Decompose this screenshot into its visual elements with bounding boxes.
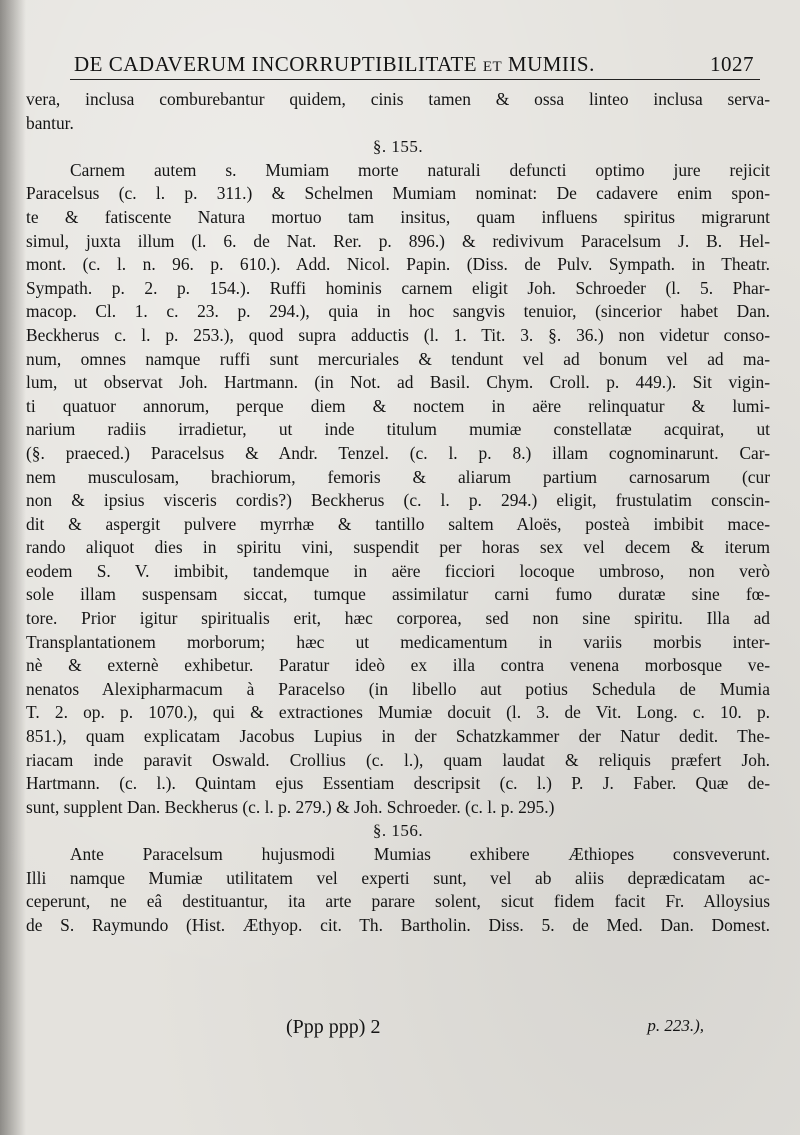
paragraph-156 <box>26 843 770 937</box>
text-line: Transplantationem morborum; hæc ut medicamentum in variis morbis inter- <box>26 631 770 652</box>
text-line: narium radiis irradietur, ut inde titulum mumiæ constellatæ acquirat, ut <box>26 419 770 440</box>
text-line: dit & aspergit pulvere myrrhæ & tantillo saltem Aloës, posteà imbibit mace- <box>26 513 770 534</box>
text-line: 851.), quam explicatam Jacobus Lupius in der Schatzkammer der Natur dedit. The- <box>26 726 770 747</box>
text-line: Paracelsus (c. l. p. 311.) & Schelmen Mumiam nominat: De cadavere enim spon- <box>26 183 770 204</box>
catchword: p. 223.), <box>647 1016 704 1035</box>
text-line: nem musculosam, brachiorum, femoris & aliarum partium carnosarum (cur <box>26 466 770 487</box>
text-line: macop. Cl. 1. c. 23. p. 294.), quia in hoc sangvis tenuior, (sincerior habet Dan. <box>26 301 770 322</box>
header-title: DE CADAVERUM INCORRUPTIBILITATE et MUMIIS. <box>74 52 595 76</box>
text-line: simul, juxta illum (l. 6. de Nat. Rer. p. 896.) & redivivum Paracelsum J. B. Hel- <box>26 230 770 251</box>
text-line: bantur. <box>26 112 74 133</box>
text-line: ti quatuor annorum, perque diem & noctem in aëre relinquatur & lumi- <box>26 395 770 416</box>
text-line: eodem S. V. imbibit, tandemque in aëre ficciori locoque umbroso, non verò <box>26 560 770 581</box>
text-line: Beckherus c. l. p. 253.), quod supra adductis (l. 1. Tit. 3. §. 36.) non videtur conso- <box>26 324 770 345</box>
text-line: de S. Raymundo (Hist. Æthyop. cit. Th. Bartholin. Diss. 5. de Med. Dan. Domest. <box>26 914 770 935</box>
running-header <box>74 52 754 77</box>
text-line: Carnem autem s. Mumiam morte naturali defuncti optimo jure rejicit <box>70 159 770 180</box>
text-line: riacam inde paravit Oswald. Crollius (c. l.), quam laudat & reliquis præfert Joh. <box>26 749 770 770</box>
page-number: 1027 <box>710 52 754 76</box>
text-line: Hartmann. (c. l.). Quintam ejus Essentiam descripsit (c. l.) P. J. Faber. Quæ de- <box>26 773 770 794</box>
text-line: mont. (c. l. n. 96. p. 610.). Add. Nicol. Papin. (Diss. de Pulv. Sympath. in Theatr. <box>26 254 770 275</box>
page-body <box>26 88 770 937</box>
text-line: Ante Paracelsum hujusmodi Mumias exhibere Æthiopes consveverunt. <box>70 844 770 864</box>
text-line: nenatos Alexipharmacum à Paracelso (in libello aut potius Schedula de Mumia <box>26 678 770 699</box>
text-line: Sympath. p. 2. p. 154.). Ruffi hominis carnem eligit Joh. Schroeder (l. 5. Phar- <box>26 277 770 298</box>
text-line: tore. Prior igitur spiritualis erit, hæc corporea, sed non sine spiritu. Illa ad <box>26 608 770 629</box>
text-line: non & ipsius visceris cordis?) Beckherus (c. l. p. 294.) eligit, frustulatim conscin- <box>26 490 770 511</box>
text-line: (§. praeced.) Paracelsus & Andr. Tenzel. (c. l. p. 8.) illam cognominarunt. Car- <box>26 442 770 463</box>
signature-mark: (Ppp ppp) 2 <box>286 1016 381 1038</box>
text-line: rando aliquot dies in spiritu vini, suspendit per horas sex vel decem & iterum <box>26 537 770 558</box>
page-edge-shadow <box>0 0 26 1135</box>
section-heading-155: §. 155. <box>372 137 424 157</box>
text-line: lum, ut observat Joh. Hartmann. (in Not. ad Basil. Chym. Croll. p. 449.). Sit vigin- <box>26 372 770 393</box>
text-line: vera, inclusa comburebantur quidem, cinis tamen & ossa linteo inclusa serva- <box>26 89 770 109</box>
text-line: sunt, supplent Dan. Beckherus (c. l. p. 279.) & Joh. Schroeder. (c. l. p. 295.) <box>26 796 555 817</box>
text-line: te & fatiscente Natura mortuo tam insitus, quam influens spiritus migrarunt <box>26 206 770 227</box>
text-line: ceperunt, ne eâ destituantur, ita arte parare solent, sicut fidem facit Fr. Alloysius <box>26 891 770 912</box>
text-line: sole illam suspensam siccat, tumque assimilatur carni fumo duratæ sine fœ- <box>26 584 770 605</box>
paragraph-155 <box>26 159 770 820</box>
text-line: nè & externè exhibetur. Paratur ideò ex illa contra venena morbosque ve- <box>26 655 770 676</box>
header-rule <box>70 79 760 80</box>
text-line: Illi namque Mumiæ utilitatem vel experti sunt, vel ab aliis deprædicatam ac- <box>26 867 770 888</box>
paragraph-continued <box>26 88 770 135</box>
text-line: T. 2. op. p. 1070.), qui & extractiones Mumiæ docuit (l. 3. de Vit. Long. c. 10. p. <box>26 702 770 723</box>
page-footer <box>286 1016 704 1039</box>
section-heading-156: §. 156. <box>372 821 424 841</box>
text-line: num, omnes namque ruffi sunt mercuriales & tendunt vel ad bonum vel ad ma- <box>26 348 770 369</box>
